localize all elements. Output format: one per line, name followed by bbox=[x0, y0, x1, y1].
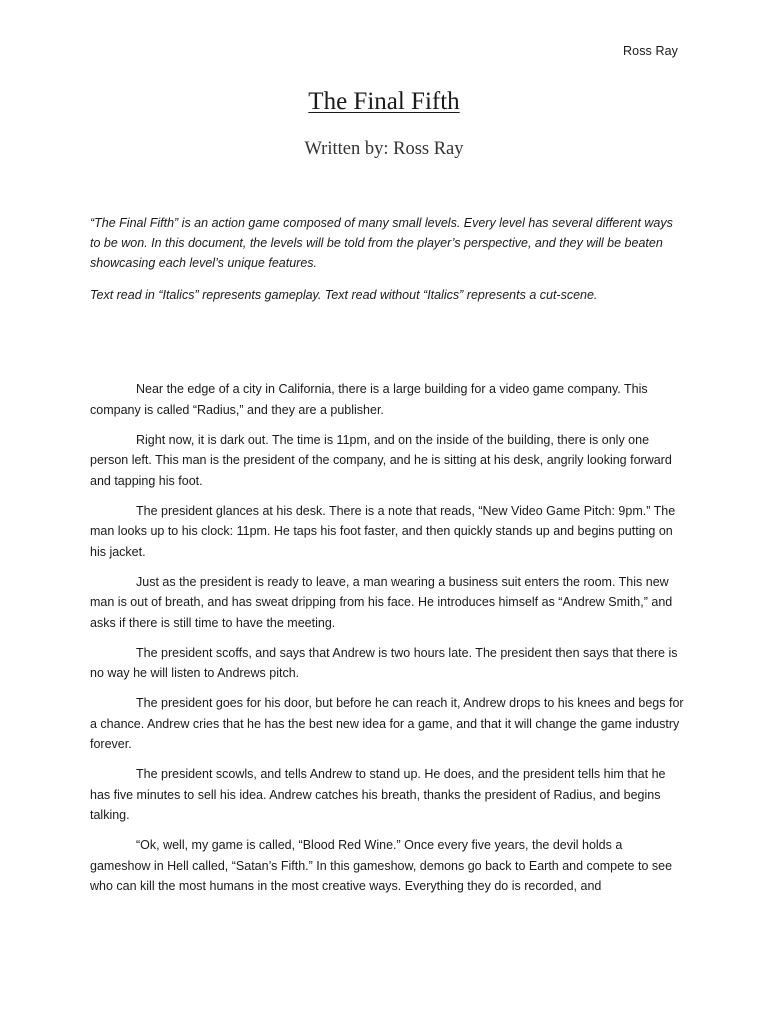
story-section bbox=[90, 379, 684, 906]
story-paragraph: “Ok, well, my game is called, “Blood Red Wine.” Once every five years, the devil holds a gameshow in Hell called, “Satan’s Fifth.” In this gameshow, demons go back to Earth and compete to see who can kill the most humans in the most creative ways. Everything they do is recorded, and bbox=[90, 838, 673, 893]
intro-paragraph: Text read in “Italics” represents gameplay. Text read without “Italics” represents a cut-scene. bbox=[90, 288, 598, 302]
header-author: Ross Ray bbox=[623, 44, 678, 58]
intro-paragraph: “The Final Fifth” is an action game composed of many small levels. Every level has several different ways to be won. In this document, the levels will be told from the player’s perspective, and they will be beaten showcasing each level’s unique features. bbox=[90, 216, 673, 270]
intro-section bbox=[90, 213, 684, 317]
document-title: The Final Fifth bbox=[308, 88, 460, 115]
story-paragraph: Just as the president is ready to leave, a man wearing a business suit enters the room. This new man is out of breath, and has sweat dripping from his face. He introduces himself as “Andrew Smith,” and asks if there is still time to have the meeting. bbox=[90, 574, 673, 630]
story-paragraph: The president scoffs, and says that Andrew is two hours late. The president then says that there is no way he will listen to Andrews pitch. bbox=[90, 645, 678, 680]
story-paragraph: The president goes for his door, but before he can reach it, Andrew drops to his knees and begs for a chance. Andrew cries that he has the best new idea for a game, and that it will change the game industry forever. bbox=[90, 696, 684, 751]
story-paragraph: Near the edge of a city in California, there is a large building for a video game company. This company is called “Radius,” and they are a publisher. bbox=[90, 382, 648, 417]
story-paragraph: Right now, it is dark out. The time is 11pm, and on the inside of the building, there is only one person left. This man is the president of the company, and he is sitting at his desk, angrily looking forward and tapping his foot. bbox=[90, 432, 672, 488]
story-paragraph: The president scowls, and tells Andrew to stand up. He does, and the president tells him that he has five minutes to sell his idea. Andrew catches his breath, thanks the president of Radius, and begins talking. bbox=[90, 767, 666, 822]
byline: Written by: Ross Ray bbox=[304, 139, 464, 159]
story-paragraph: The president glances at his desk. There is a note that reads, “New Video Game Pitch: 9pm.” The man looks up to his clock: 11pm. He taps his foot faster, and then quickly stands up and begins putting on his jacket. bbox=[90, 503, 676, 559]
